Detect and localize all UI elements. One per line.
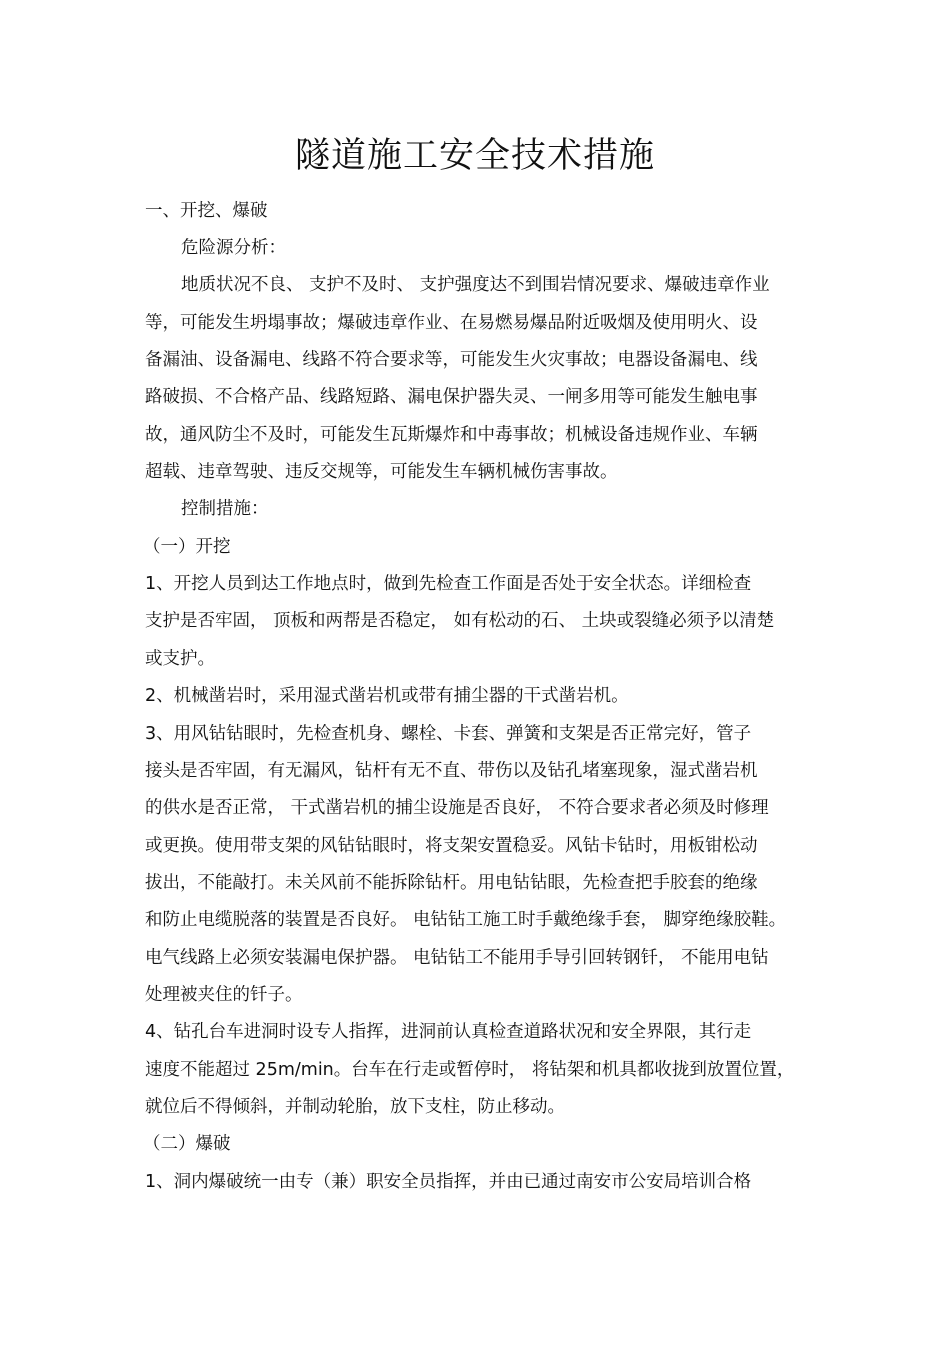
subsection-heading: （二）爆破 xyxy=(143,1134,231,1154)
paragraph-line: 接头是否牢固，有无漏风，钻杆有无不直、带伤以及钻孔堵塞现象，湿式凿岩机 xyxy=(145,761,758,781)
subsection-heading: （一）开挖 xyxy=(143,537,231,557)
paragraph-line: 备漏油、设备漏电、线路不符合要求等，可能发生火灾事故；电器设备漏电、线 xyxy=(145,350,758,370)
section-heading: 一、开挖、爆破 xyxy=(145,201,268,221)
paragraph-line: 的供水是否正常， 干式凿岩机的捕尘设施是否良好， 不符合要求者必须及时修理 xyxy=(145,798,769,818)
paragraph-line: 速度不能超过 25m/min。台车在行走或暂停时， 将钻架和机具都收拢到放置位置， xyxy=(145,1060,795,1080)
paragraph-line: 故，通风防尘不及时，可能发生瓦斯爆炸和中毒事故；机械设备违规作业、车辆 xyxy=(145,425,758,445)
paragraph-line: 或更换。使用带支架的风钻钻眼时，将支架安置稳妥。风钻卡钻时，用板钳松动 xyxy=(145,836,758,856)
document-title: 隧道施工安全技术措施 xyxy=(294,136,655,176)
paragraph-line: 2、机械凿岩时，采用湿式凿岩机或带有捕尘器的干式凿岩机。 xyxy=(145,686,629,706)
paragraph-line: 等，可能发生坍塌事故；爆破违章作业、在易燃易爆品附近吸烟及使用明火、设 xyxy=(145,313,758,333)
subheading: 控制措施： xyxy=(181,499,269,519)
paragraph-line: 和防止电缆脱落的装置是否良好。 电钻钻工施工时手戴绝缘手套， 脚穿绝缘胶鞋。 xyxy=(145,910,787,930)
paragraph-line: 地质状况不良、 支护不及时、 支护强度达不到围岩情况要求、爆破违章作业 xyxy=(181,275,770,295)
paragraph-line: 处理被夹住的钎子。 xyxy=(145,985,303,1005)
paragraph-line: 拔出，不能敲打。未关风前不能拆除钻杆。用电钻钻眼，先检查把手胶套的绝缘 xyxy=(145,873,758,893)
paragraph-line: 1、开挖人员到达工作地点时，做到先检查工作面是否处于安全状态。详细检查 xyxy=(145,574,752,594)
paragraph-line: 电气线路上必须安装漏电保护器。 电钻钻工不能用手导引回转钢钎， 不能用电钻 xyxy=(145,948,769,968)
paragraph-line: 就位后不得倾斜，并制动轮胎，放下支柱，防止移动。 xyxy=(145,1097,565,1117)
paragraph-line: 4、钻孔台车进洞时设专人指挥，进洞前认真检查道路状况和安全界限，其行走 xyxy=(145,1022,752,1042)
subheading: 危险源分析： xyxy=(181,238,286,258)
paragraph-line: 或支护。 xyxy=(145,649,215,669)
paragraph-line: 1、洞内爆破统一由专（兼）职安全员指挥，并由已通过南安市公安局培训合格 xyxy=(145,1172,752,1192)
paragraph-line: 超载、违章驾驶、违反交规等，可能发生车辆机械伤害事故。 xyxy=(145,462,618,482)
paragraph-line: 路破损、不合格产品、线路短路、漏电保护器失灵、一闸多用等可能发生触电事 xyxy=(145,387,758,407)
paragraph-line: 3、用风钻钻眼时，先检查机身、螺栓、卡套、弹簧和支架是否正常完好，管子 xyxy=(145,724,752,744)
paragraph-line: 支护是否牢固， 顶板和两帮是否稳定， 如有松动的石、 土块或裂缝必须予以清楚 xyxy=(145,611,775,631)
